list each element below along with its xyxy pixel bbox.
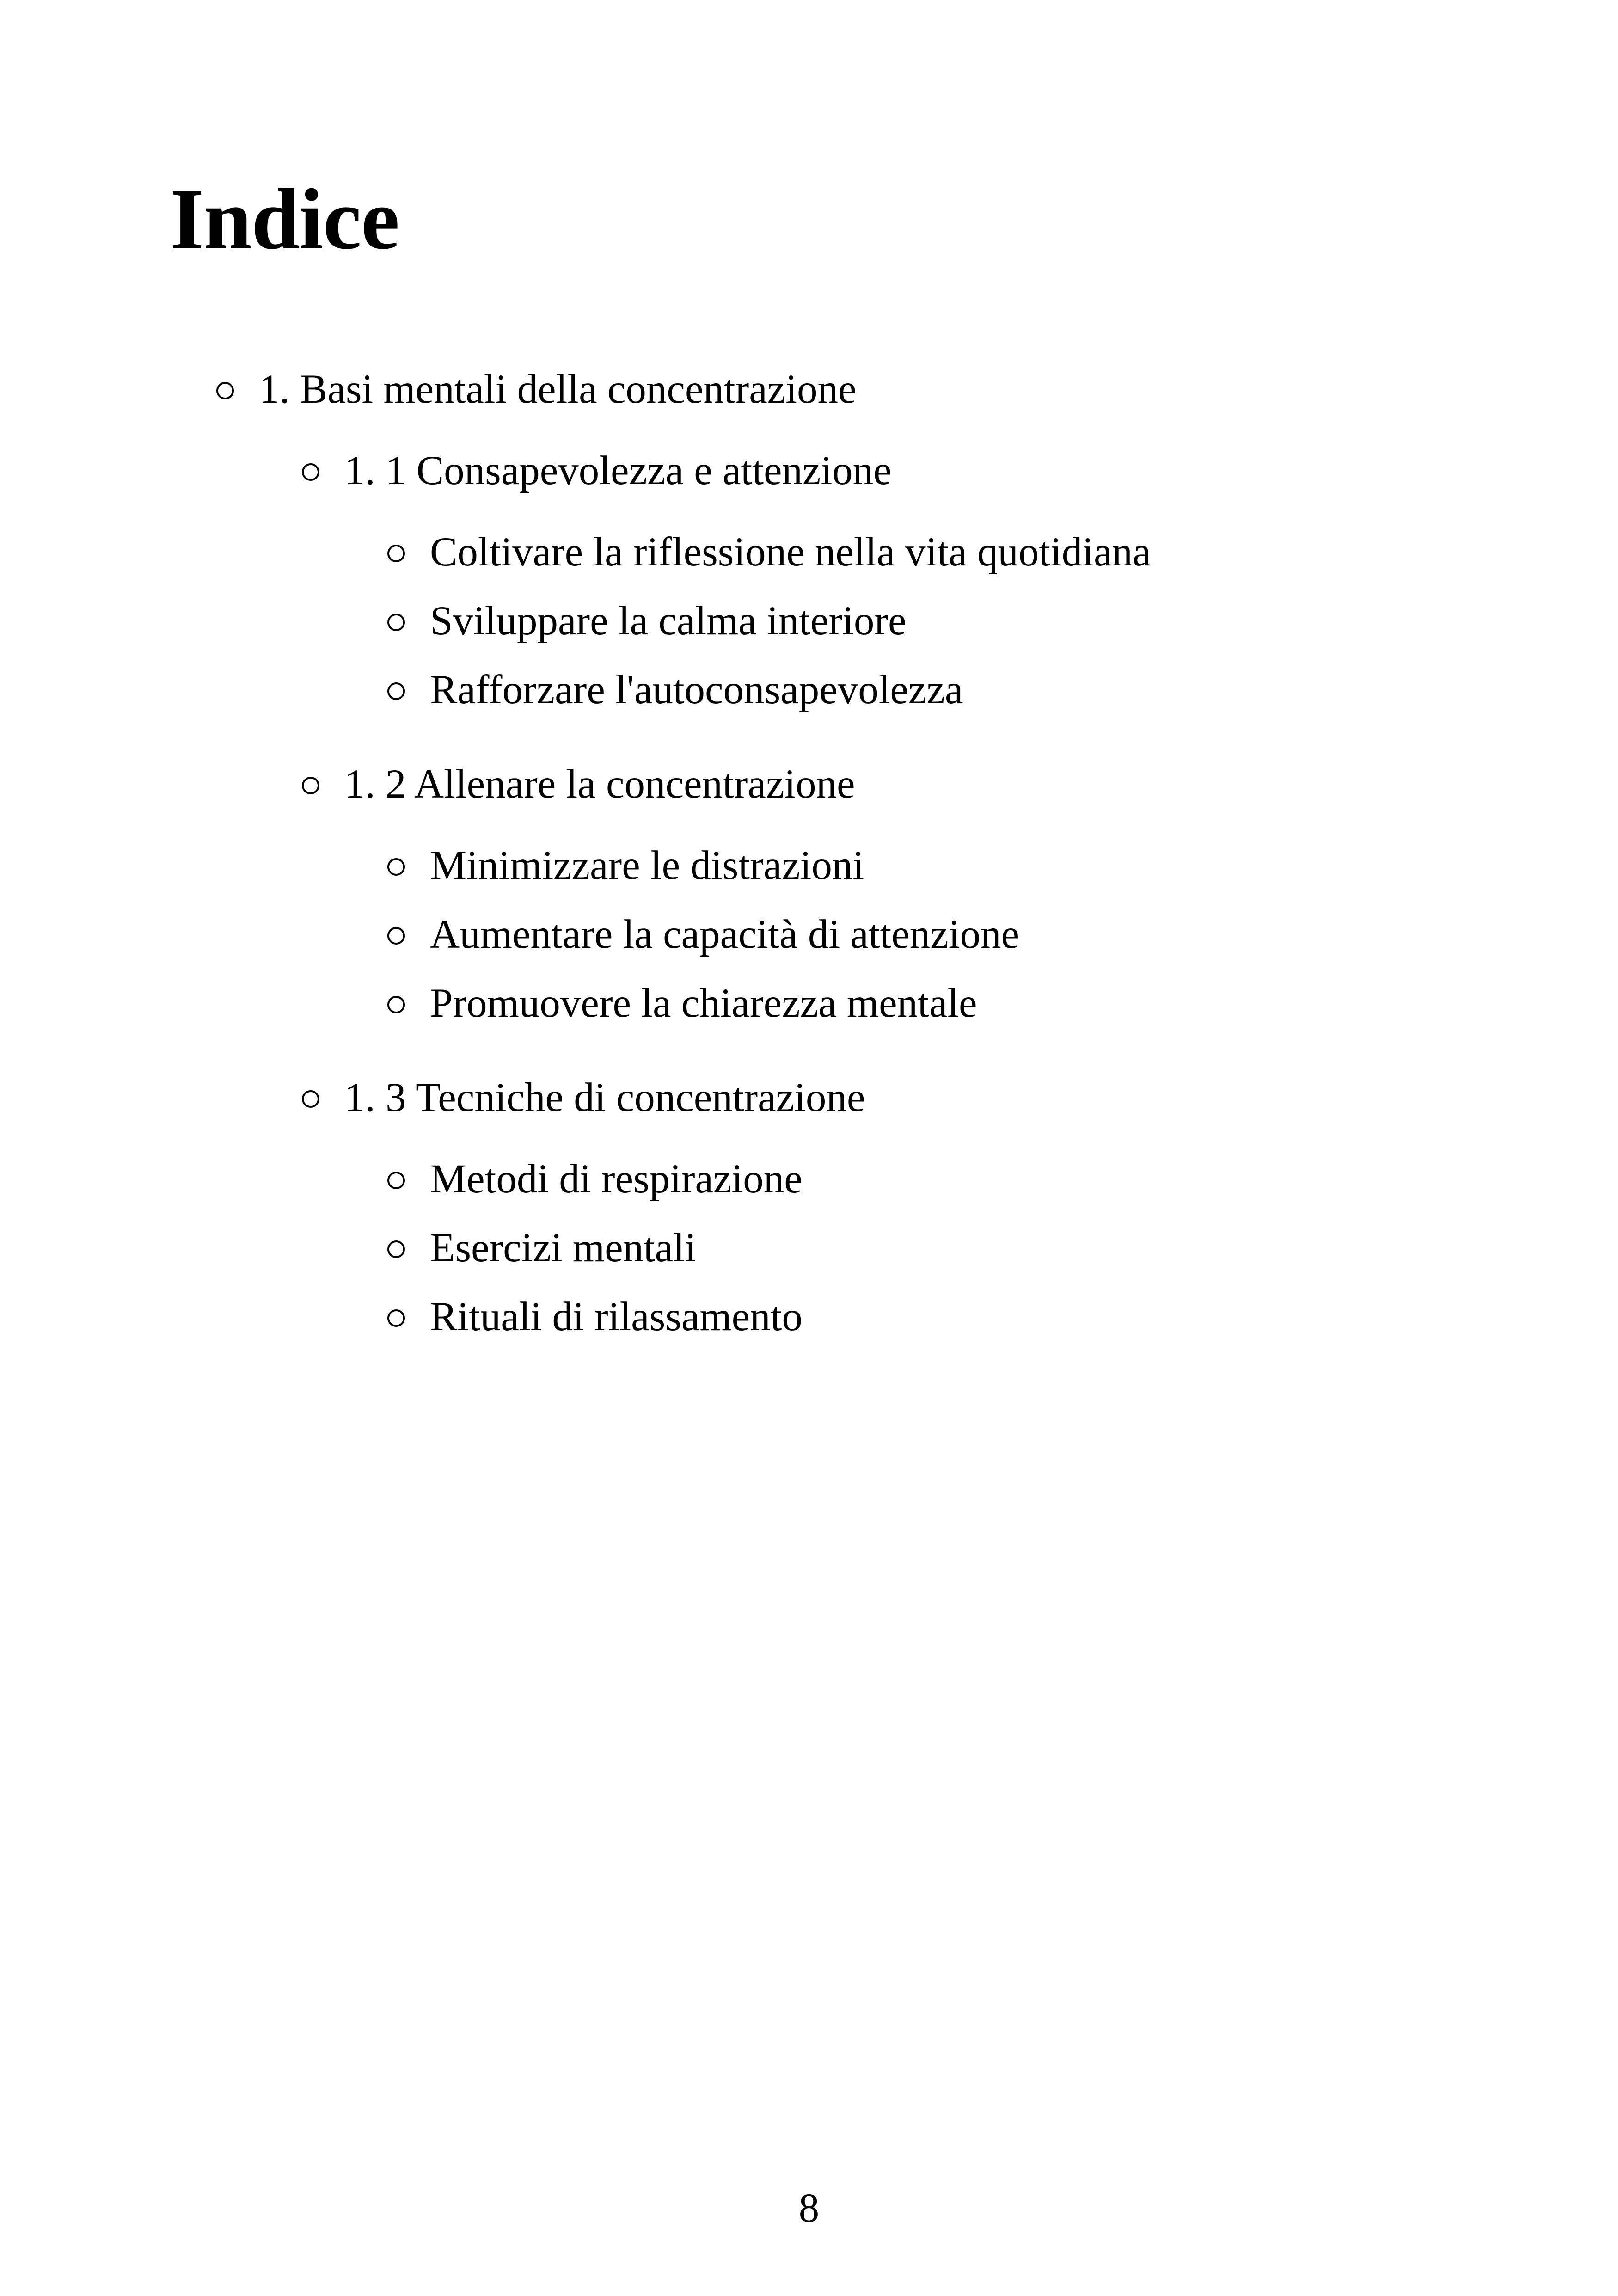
hollow-circle-bullet-icon [387,614,405,631]
toc-subitem-label: Metodi di respirazione [430,1156,803,1202]
hollow-circle-bullet-icon [387,682,405,700]
toc-section-1-2[interactable] [302,761,855,807]
toc-subitem[interactable] [387,669,963,711]
toc-subitem[interactable] [387,1225,696,1271]
toc-subitem-label: Rafforzare l'autoconsapevolezza [430,667,963,712]
toc-chapter-1[interactable] [216,369,856,410]
toc-subitem[interactable] [387,1296,803,1338]
hollow-circle-bullet-icon [387,545,405,562]
toc-section-1-1[interactable] [302,450,892,491]
page-title: Indice [170,171,399,267]
toc-subitem[interactable] [387,983,977,1024]
toc-subitem[interactable] [387,1156,803,1202]
toc-subitem-label: Minimizzare le distrazioni [430,843,864,888]
toc-subitem[interactable] [387,598,907,644]
toc-section-label: 1. 2 Allenare la concentrazione [344,761,855,807]
page-number: 8 [798,2185,820,2231]
hollow-circle-bullet-icon [302,463,319,481]
toc-chapter-label: 1. Basi mentali della concentrazione [259,367,857,412]
toc-subitem-label: Promuovere la chiarezza mentale [430,981,977,1026]
hollow-circle-bullet-icon [387,858,405,876]
hollow-circle-bullet-icon [387,1309,405,1327]
toc-subitem-label: Esercizi mentali [430,1225,696,1271]
hollow-circle-bullet-icon [302,777,319,794]
toc-subitem-label: Sviluppare la calma interiore [430,598,907,644]
toc-subitem-label: Aumentare la capacità di attenzione [430,912,1019,957]
toc-subitem-label: Rituali di rilassamento [430,1294,803,1339]
toc-subitem[interactable] [387,529,1151,575]
hollow-circle-bullet-icon [387,1240,405,1258]
toc-section-label: 1. 3 Tecniche di concentrazione [344,1075,865,1120]
toc-subitem-label: Coltivare la riflessione nella vita quotidiana [430,529,1151,575]
hollow-circle-bullet-icon [387,927,405,945]
hollow-circle-bullet-icon [216,382,234,399]
hollow-circle-bullet-icon [302,1090,319,1108]
toc-subitem[interactable] [387,845,864,886]
toc-section-label: 1. 1 Consapevolezza e attenzione [344,448,892,493]
hollow-circle-bullet-icon [387,996,405,1013]
toc-section-1-3[interactable] [302,1077,865,1118]
hollow-circle-bullet-icon [387,1172,405,1189]
toc-subitem[interactable] [387,914,1019,955]
